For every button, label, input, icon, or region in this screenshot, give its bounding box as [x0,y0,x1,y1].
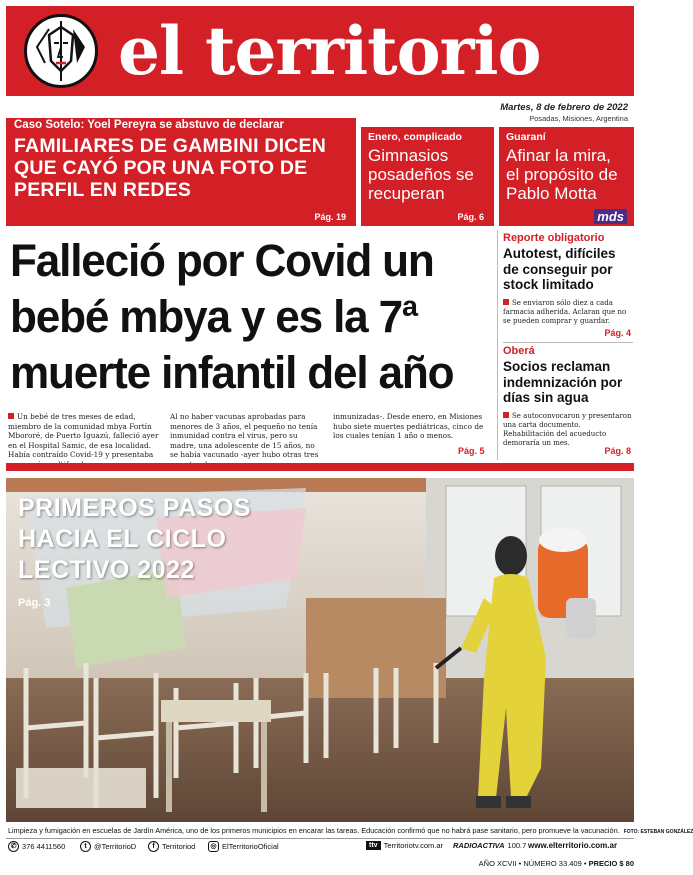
facebook-icon: f [148,841,159,852]
brief-page: Pág. 4 [604,328,631,338]
main-body-text: Un bebé de tres meses de edad, miembro de la comunidad mbya Fortín Mbororé, de Puerto Iguazú, falleció ayer en el Hospital Samic, de esa localidad. Había contraído Covid-19 y presentaba [8,412,159,459]
top-story-headline[interactable]: FAMILIARES DE GAMBINI DICEN QUE CAYÓ POR UNA FOTO DE PERFIL EN REDES [14,135,326,201]
bullet-icon [503,412,509,418]
brief-divider [503,342,633,343]
radio-link[interactable] [453,841,526,850]
radio-frequency: 100.7 [507,841,527,850]
brief-autotest[interactable] [503,232,633,338]
facebook-handle: Territoriod [162,842,196,851]
date: Martes, 8 de febrero de 2022 [500,102,628,113]
bullet-icon [8,413,14,419]
radio-name: RADIOACTIVA [453,841,505,850]
issue-info [479,859,634,868]
instagram-icon: ◎ [208,841,219,852]
twitter-link[interactable] [80,841,136,852]
main-page: Pág. 5 [458,446,485,456]
footer-rule [6,838,634,839]
twitter-handle: @TerritorioD [94,842,137,851]
territorio-seal-icon [24,14,98,88]
whatsapp-number: 376 4411560 [22,842,66,851]
dateline [500,102,628,123]
column-divider [497,230,498,460]
photo-credit: FOTO: ESTEBAN GONZÁLEZ [623,829,693,835]
photo-page: Pág. 3 [18,597,51,609]
issue-number: AÑO XCVII • NÚMERO 33.409 • [478,859,587,868]
teaser-gimnasios[interactable] [361,127,494,226]
instagram-link[interactable] [208,841,279,852]
website-link[interactable] [528,841,617,850]
top-story-page: Pág. 19 [314,212,346,222]
website-url: www.elterritorio.com.ar [528,841,618,850]
place: Posadas, Misiones, Argentina [529,114,628,123]
bullet-icon [503,299,509,305]
tv-logo-icon: ttv [366,841,381,850]
top-story-kicker: Caso Sotelo: Yoel Pereyra se abstuvo de declarar [14,119,284,131]
brief-obera[interactable] [503,345,633,456]
teaser-kicker: Enero, complicado [368,131,462,143]
brief-kicker: Reporte obligatorio [503,232,605,244]
brand-title: el territorio [118,12,541,90]
tv-link[interactable] [366,841,443,850]
photo-headline[interactable]: PRIMEROS PASOS HACIA EL CICLO LECTIVO 2022 [18,494,251,584]
top-story[interactable] [6,118,356,226]
whatsapp-contact[interactable] [8,841,65,852]
brief-page: Pág. 8 [604,446,631,456]
caption-text: Limpieza y fumigación en escuelas de Jardín América, uno de los primeros municipios en encarar las tareas. Educación confirmó que no habrá pase sanitario, pero promueve la vacunación. [8,826,620,835]
footer [8,841,636,855]
teaser-page: Pág. 6 [457,212,484,222]
issue-price: PRECIO $ 80 [588,859,634,868]
teaser-text[interactable]: Gimnasios posadeños se recuperan [368,146,474,203]
twitter-icon: t [80,841,91,852]
brief-title[interactable]: Autotest, difíciles de conseguir por stock limitado [503,246,616,292]
main-body-col-2: Al no haber vacunas aprobadas para menores de 3 años, el pequeño no tenía inmunidad contra el virus, pero su madre, una adolescente de 15 años, no se había vacunado -ayer hubo otras tres [170,412,319,459]
instagram-handle: ElTerritorioOficial [222,842,279,851]
teaser-guarani[interactable] [499,127,634,226]
brief-text [503,412,633,448]
section-bar [6,463,634,471]
teaser-text[interactable]: Afinar la mira, el propósito de Pablo Motta [506,146,618,203]
brief-kicker: Oberá [503,345,535,357]
facebook-link[interactable] [148,841,195,852]
brief-text-body: Se autoconvocaron y presentaron una carta documento. Rehabilitación del acueducto demoraría un mes. [503,411,632,447]
main-body-col-3: inmunizadas-. Desde enero, en Misiones hubo siete muertes pediátricas, cinco de los cuales tenían 1 año o menos. [333,412,484,440]
whatsapp-icon: ✆ [8,841,19,852]
brief-title[interactable]: Socios reclaman indemnización por días sin agua [503,359,623,405]
tv-site: Territoriotv.com.ar [383,841,444,850]
main-body-col-1 [8,412,161,469]
brief-text-body: Se enviaron sólo diez a cada farmacia adherida. Aclaran que no se pueden comprar y guardar. [503,298,627,325]
teaser-kicker: Guaraní [506,131,546,143]
main-headline[interactable]: Falleció por Covid un bebé mbya y es la 7ª muerte infantil del año [10,235,454,398]
photo-caption [8,826,693,835]
brief-text [503,299,633,326]
sponsor-logo: mds [594,209,627,224]
masthead [6,6,634,96]
